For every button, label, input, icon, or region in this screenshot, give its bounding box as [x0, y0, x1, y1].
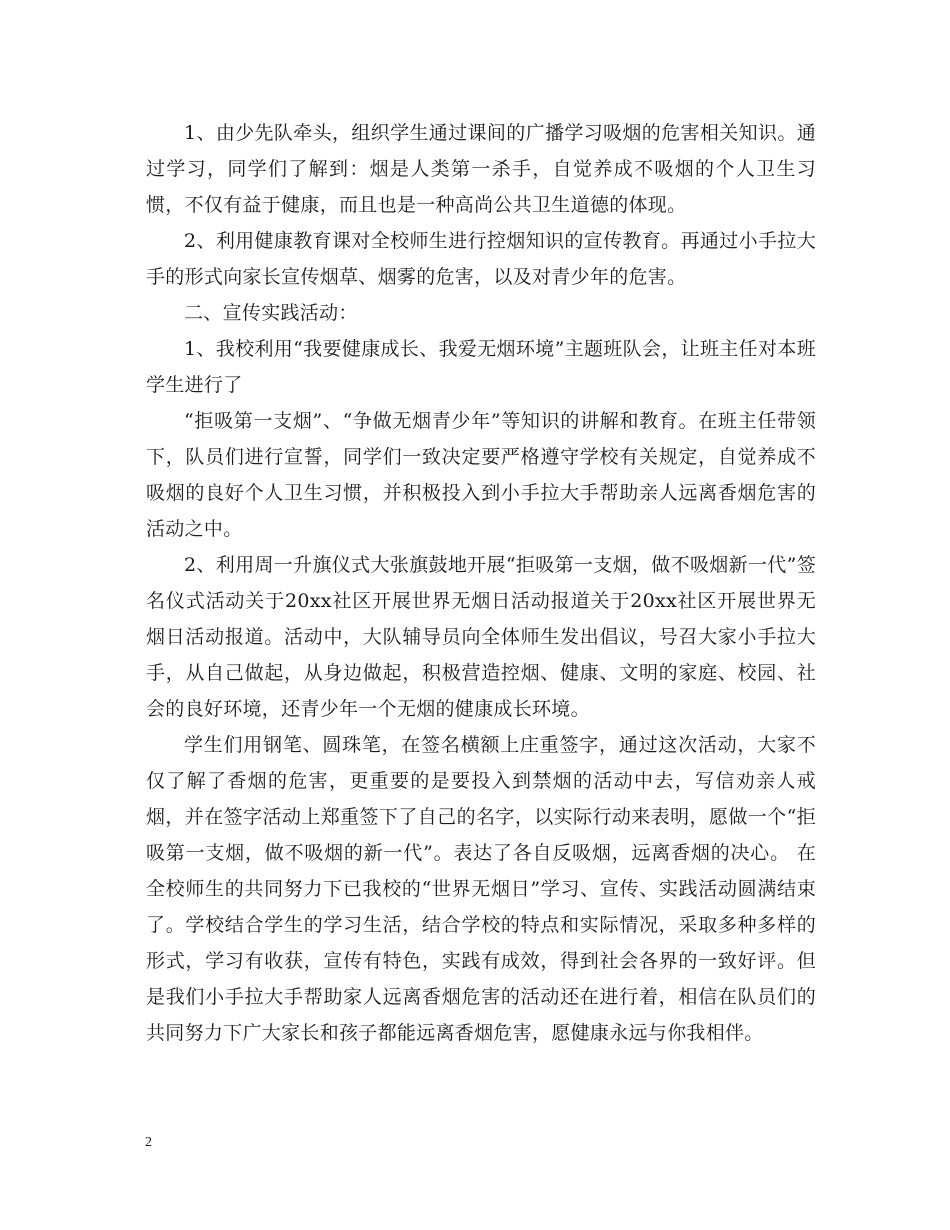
- paragraph-broadcast-learning: 1、由少先队牵头，组织学生通过课间的广播学习吸烟的危害相关知识。通过学习，同学们了解到：烟是人类第一杀手，自觉养成不吸烟的个人卫生习惯，不仅有益于健康，而且也是一种高尚公共卫生道德的体现。: [146, 122, 816, 216]
- paragraph-flag-ceremony: 2、利用周一升旗仪式大张旗鼓地开展“拒吸第一支烟，做不吸烟新一代”签名仪式活动关于20xx社区开展世界无烟日活动报道关于20xx社区开展世界无烟日活动报道。活动中，大队辅导员向全体师生发出倡议，号召大家小手拉大手，从自己做起，从身边做起，积极营造控烟、健康、文明的家庭、校园、社会的良好环境，还青少年一个无烟的健康成长环境。: [146, 554, 816, 720]
- page-number: 2: [145, 1135, 152, 1150]
- paragraph-signing-activity: 学生们用钢笔、圆珠笔，在签名横额上庄重签字，通过这次活动，大家不仅了解了香烟的危害，更重要的是要投入到禁烟的活动中去，写信劝亲人戒烟，并在签字活动上郑重签下了自己的名字，以实际行动来表明，愿做一个“拒吸第一支烟，做不吸烟的新一代”。表达了各自反吸烟，远离香烟的决心。 在全校师生的共同努力下已我校的“世界无烟日”学习、宣传、实践活动圆满结束了。学校结合学生的学习生活，结合学校的特点和实际情况，采取多种多样的形式，学习有收获，宣传有特色，实践有成效，得到社会各界的一致好评。但是我们小手拉大手帮助家人远离香烟危害的活动还在进行着，相信在队员们的共同努力下广大家长和孩子都能远离香烟危害，愿健康永远与你我相伴。: [146, 734, 816, 1044]
- section-heading-practice: 二、宣传实践活动：: [184, 302, 358, 324]
- paragraph-pledge: “拒吸第一支烟”、“争做无烟青少年”等知识的讲解和教育。在班主任带领下，队员们进行宣誓，同学们一致决定要严格遵守学校有关规定，自觉养成不吸烟的良好个人卫生习惯，并积极投入到小手拉大手帮助亲人远离香烟危害的活动之中。: [146, 410, 816, 540]
- paragraph-class-meeting: 1、我校利用“我要健康成长、我爱无烟环境”主题班队会，让班主任对本班学生进行了: [146, 338, 816, 396]
- document-body: [146, 115, 816, 1051]
- paragraph-health-education: 2、利用健康教育课对全校师生进行控烟知识的宣传教育。再通过小手拉大手的形式向家长宣传烟草、烟雾的危害，以及对青少年的危害。: [146, 230, 816, 288]
